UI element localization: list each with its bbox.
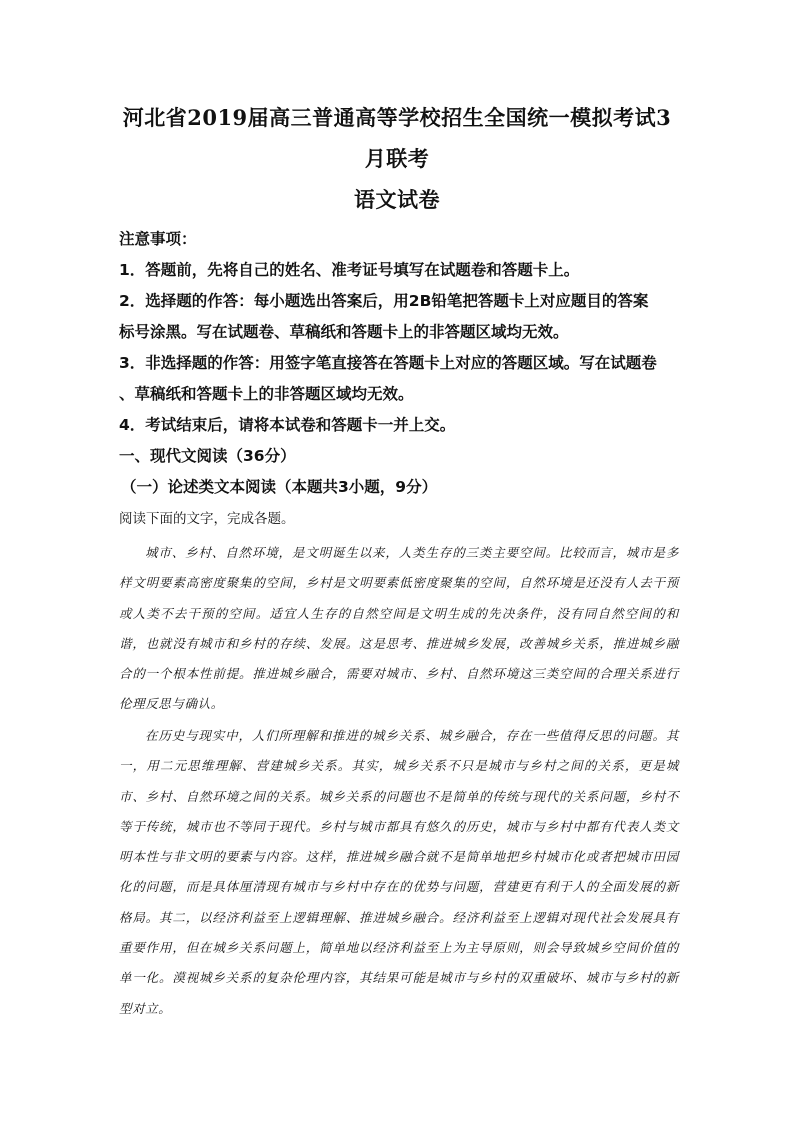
notice-line-4: 3．非选择题的作答：用签字笔直接答在答题卡上对应的答题区域。写在试题卷	[119, 354, 657, 372]
notice-line-3: 标号涂黑。写在试题卷、草稿纸和答题卡上的非答题区域均无效。	[119, 323, 569, 341]
exam-title-line-2: 月联考	[364, 146, 430, 171]
notice-heading: 注意事项：	[119, 230, 197, 248]
passage-paragraph-1: 城市、乡村、自然环境，是文明诞生以来，人类生存的三类主要空间。比较而言，城市是多样文明要素高密度聚集的空间，乡村是文明要素低密度聚集的空间，自然环境是还没有人去干预或人类不去干预的空间。适宜人生存的自然空间是文明生成的先决条件，没有同自然空间的和谐，也就没有城市和乡村的存续、发展。这是思考、推进城乡发展，改善城乡关系，推进城乡融合的一个根本性前提。推进城乡融合，需要对城市、乡村、自然环境这三类空间的合理关系进行伦理反思与确认。	[119, 545, 679, 712]
section-heading: 一、现代文阅读（36分）	[119, 447, 296, 465]
subsection-heading: （一）论述类文本阅读（本题共3小题，9分）	[121, 478, 438, 496]
passage-paragraph-2: 在历史与现实中，人们所理解和推进的城乡关系、城乡融合，存在一些值得反思的问题。其一，用二元思维理解、营建城乡关系。其实，城乡关系不只是城市与乡村之间的关系，更是城市、乡村、自然环境之间的关系。城乡关系的问题也不是简单的传统与现代的关系问题，乡村不等于传统，城市也不等同于现代。乡村与城市都具有悠久的历史，城市与乡村中都有代表人类文明本性与非文明的要素与内容。这样，推进城乡融合就不是简单地把乡村城市化或者把城市田园化的问题，而是具体厘清现有城市与乡村中存在的优势与问题，营建更有利于人的全面发展的新格局。其二，以经济利益至上逻辑理解、推进城乡融合。经济利益至上逻辑对现代社会发展具有重要作用，但在城乡关系问题上，简单地以经济利益至上为主导原则，则会导致城乡空间价值的单一化。漠视城乡关系的复杂伦理内容，其结果可能是城市与乡村的双重破坏、城市与乡村的新型对立。	[119, 728, 679, 1016]
exam-subtitle: 语文试卷	[354, 187, 440, 212]
reading-instruction: 阅读下面的文字，完成各题。	[119, 511, 295, 527]
notice-line-5: 、草稿纸和答题卡上的非答题区域均无效。	[119, 385, 414, 403]
notice-line-6: 4．考试结束后，请将本试卷和答题卡一并上交。	[119, 416, 456, 434]
notice-line-1: 1．答题前，先将自己的姓名、准考证号填写在试题卷和答题卡上。	[119, 261, 580, 279]
exam-title-line-1: 河北省2019届高三普通高等学校招生全国统一模拟考试3	[122, 105, 672, 130]
notice-line-2: 2．选择题的作答：每小题选出答案后，用2B铅笔把答题卡上对应题目的答案	[119, 292, 649, 310]
